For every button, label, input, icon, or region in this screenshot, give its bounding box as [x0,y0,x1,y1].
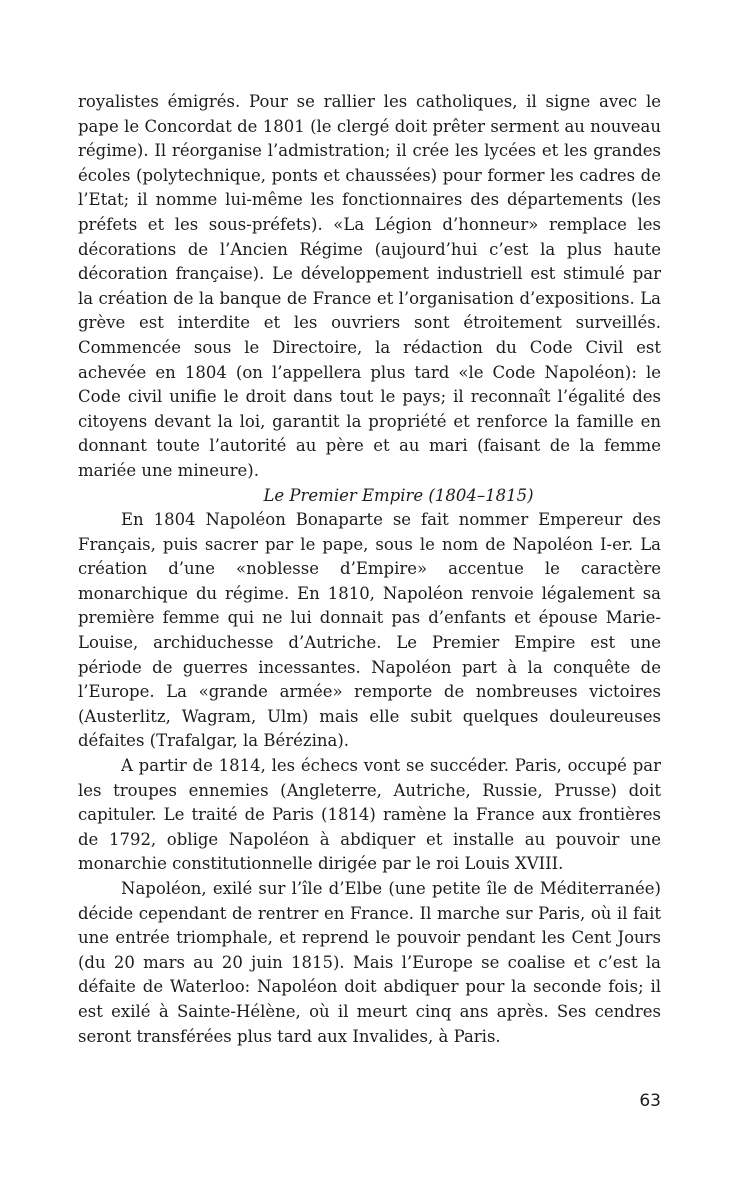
main-text [78,90,661,1049]
page-number: 63 [639,1091,661,1111]
paragraph-cent-jours: Napoléon, exilé sur l’île d’Elbe (une petite île de Méditerranée) décide cependant de rentrer en France. Il marche sur Paris, où il fait une entrée triomphale, et reprend le pouvoir pendant les Cent Jours (du 20 mars au 20 juin 1815). Mais l’Europe se coalise et c’est la défaite de Waterloo: Napoléon doit abdiquer pour la seconde fois; il est exilé à Sainte-Hélène, où il meurt cinq ans après. Ses cendres seront transférées plus tard aux Invalides, à Paris. [78,879,661,1046]
paragraph-empire-intro: En 1804 Napoléon Bonaparte se fait nommer Empereur des Français, puis sacrer par le pape, sous le nom de Napoléon I-er. La création d’une «noblesse d’Empire» accentue le caractère monarchique du régime. En 1810, Napoléon renvoie légalement sa première femme qui ne lui donnait pas d’enfants et épouse Marie-Louise, archiduchesse d’Autriche. Le Premier Empire est une période de guerres incessantes. Napoléon part à la conquête de l’Europe. La «grande armée» remporte de nombreuses victoires (Austerlitz, Wagram, Ulm) mais elle subit quelques douleureuses défaites (Trafalgar, la Bérézina). [78,510,661,751]
paragraph-defeats-1814: A partir de 1814, les échecs vont se succéder. Paris, occupé par les troupes ennemies (Angleterre, Autriche, Russie, Prusse) doit capituler. Le traité de Paris (1814) ramène la France aux frontières de 1792, oblige Napoléon à abdiquer et installe au pouvoir une monarchie constitutionnelle dirigée par le roi Louis XVIII. [78,756,661,874]
paragraph-consulat-continued: royalistes émigrés. Pour se rallier les catholiques, il signe avec le pape le Concordat de 1801 (le clergé doit prêter serment au nouveau régime). Il réorganise l’admistration; il crée les lycées et les grandes écoles (polytechnique, ponts et chaussées) pour former les cadres de l’Etat; il nomme lui-même les fonctionnaires des départements (les préfets et les sous-préfets). «La Légion d’honneur» remplace les décorations de l’Ancien Régime (aujourd’hui c’est la plus haute décoration française). Le développement industriell est stimulé par la création de la banque de France et l’organisation d’expositions. La grève est interdite et les ouvriers sont étroitement surveillés. Commencée sous le Directoire, la rédaction du Code Civil est achevée en 1804 (on l’appellera plus tard «le Code Napoléon): le Code civil unifie le droit dans tout le pays; il reconnaît l’égalité des citoyens devant la loi, garantit la propriété et renforce la famille en donnant toute l’autorité au père et au mari (faisant de la femme mariée une mineure). [78,92,661,480]
section-title: Le Premier Empire (1804–1815) [263,485,534,505]
